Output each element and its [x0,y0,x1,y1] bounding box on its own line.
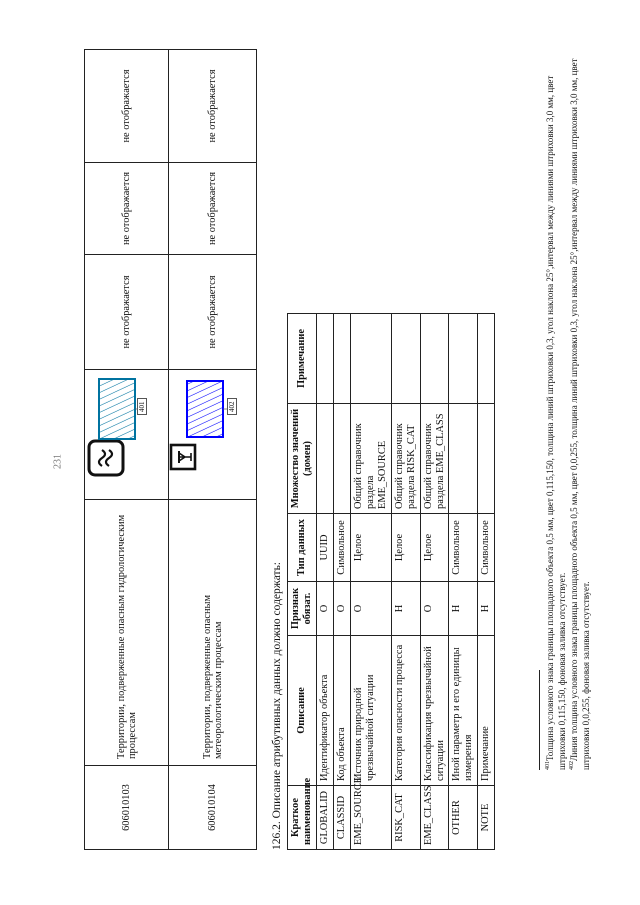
attribute-table [287,313,495,850]
table-cell: Н [449,582,478,636]
table-cell [449,404,478,514]
table-cell: RISK_CAT [391,786,420,850]
page-number: 231 [52,454,64,469]
column-header: Описание [288,636,317,786]
footnote [568,40,592,770]
symbol-cell [169,370,257,500]
column-header: Примечание [288,314,317,404]
table-row [169,50,257,850]
object-description: Территории, подверженные опасным гидрологическим процессам [85,500,169,766]
table-cell: Общий справочник раздела EME_SOURCE [350,404,391,514]
table-cell [420,314,449,404]
table-cell: Символьное [449,514,478,582]
display-value: не отображается [169,50,257,163]
footnote [544,40,568,770]
table-cell: Целое [391,514,420,582]
table-cell: UUID [316,514,333,582]
table-cell: NOTE [478,786,495,850]
table-cell: Источник природной чрезвычайной ситуации [350,636,391,786]
table-row [316,314,333,850]
table-cell: OTHER [449,786,478,850]
footnote-number: 402 [569,761,576,770]
table-header-row [288,314,317,850]
display-value: не отображается [169,255,257,370]
table-cell: EME_CLASS [420,786,449,850]
column-header: Признак обязат. [288,582,317,636]
table-cell [350,314,391,404]
upper-table [84,49,257,850]
table-cell: О [350,582,391,636]
table-cell: Целое [420,514,449,582]
main-area [84,50,495,850]
table-cell [478,404,495,514]
symbol-cell [85,370,169,500]
column-header: Краткое наименование [288,786,317,850]
table-cell: Символьное [478,514,495,582]
column-header: Множество значений (домен) [288,404,317,514]
table-cell: Идентификатор объекта [316,636,333,786]
table-cell: Иной параметр и его единицы измерения [449,636,478,786]
table-row [85,50,169,850]
display-value: не отображается [85,163,169,255]
table-cell [391,314,420,404]
table-cell [316,314,333,404]
footnote-divider [539,670,540,770]
table-cell: CLASSID [333,786,350,850]
footnote-text: Линия толщина условного знака границы площадного объекта 0,5 мм, цвет 0,0,255, толщина линий штриховки 0,3, угол наклона 25°,интервал между линиями штриховки 3,0 мм, цвет штриховки 0,0,255, фоновая заливка отсутствует. [569,58,592,770]
display-value: не отображается [85,255,169,370]
table-cell [449,314,478,404]
footnote-marker: 401 [137,399,147,416]
object-code: 606010104 [169,766,257,850]
display-value: не отображается [85,50,169,163]
table-cell: Н [478,582,495,636]
table-cell: Н [391,582,420,636]
table-cell: Целое [350,514,391,582]
table-cell: Код объекта [333,636,350,786]
table-row [333,314,350,850]
object-description: Территории, подверженные опасным метеорологическим процессам [169,500,257,766]
table-cell [333,314,350,404]
hydro-symbol-icon [85,369,165,499]
table-cell: EME_SOURCE [350,786,391,850]
landscape-page [0,20,640,860]
table-cell: О [333,582,350,636]
table-row [449,314,478,850]
table-row [420,314,449,850]
object-code: 606010103 [85,766,169,850]
footnote-marker: 402 [227,399,237,416]
table-cell: Категория опасности процесса [391,636,420,786]
footnotes [539,40,593,770]
footnote-number: 401 [545,761,551,770]
table-cell [478,314,495,404]
display-value: не отображается [169,163,257,255]
table-cell: Классификация чрезвычайной ситуации [420,636,449,786]
table-cell [333,404,350,514]
table-cell: Общий справочник раздела RISK_CAT [391,404,420,514]
table-row [391,314,420,850]
table-cell: О [420,582,449,636]
table-cell: О [316,582,333,636]
table-row [478,314,495,850]
table-cell: Примечание [478,636,495,786]
table-cell: Символьное [333,514,350,582]
table-cell: Общий справочник раздела EME_CLASS [420,404,449,514]
footnote-text: Толщина условного знака границы площадного объекта 0,5 мм, цвет 0,115,150, толщина линий штриховки 0,3, угол наклона 25°,интервал между линиями штриховки 3,0 мм, цвет штриховки 0,115,150, фоновая заливка отсутствует. [545,75,568,770]
table-cell: GLOBALID [316,786,333,850]
meteo-symbol-icon [169,369,253,499]
column-header: Тип данных [288,514,317,582]
table-row [350,314,391,850]
table-cell [316,404,333,514]
section-caption: 126.2. Описание атрибутивных данных должно содержать: [271,561,283,850]
